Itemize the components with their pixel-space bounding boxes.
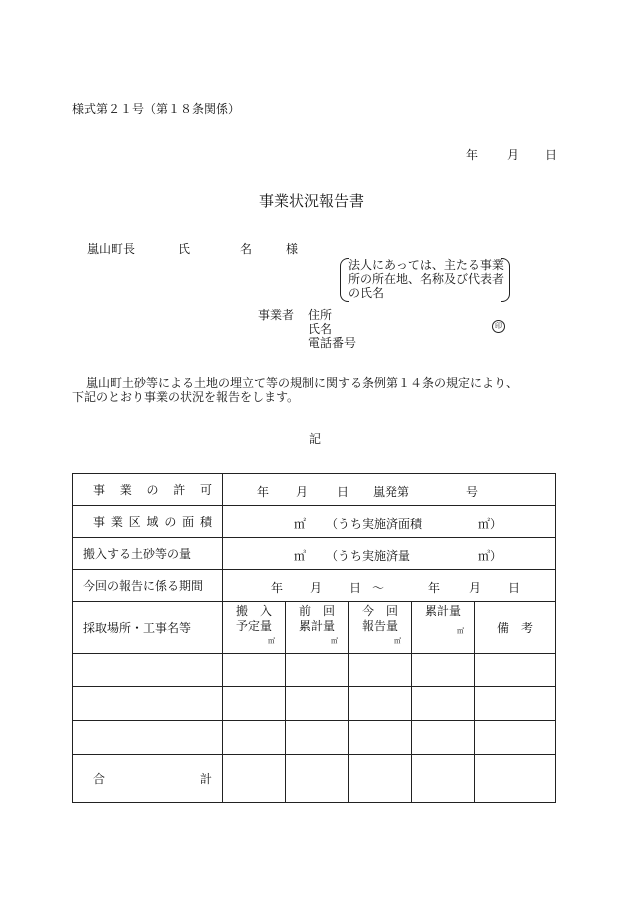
- body-text-line1: 嵐山町土砂等による土地の埋立て等の規制に関する条例第１４条の規定により、: [86, 376, 519, 390]
- header-remarks: 備 考: [475, 602, 556, 654]
- cell-cumulative[interactable]: [412, 654, 475, 687]
- corporate-note-text: 法人にあっては、主たる事業所の所在地、名称及び代表者の氏名: [348, 258, 505, 300]
- table-row: [73, 721, 556, 755]
- cell-location[interactable]: [73, 721, 223, 755]
- area-value[interactable]: ㎡ （うち実施済面積 ㎡）: [223, 506, 556, 538]
- cell-remarks[interactable]: [475, 721, 556, 755]
- document-title: 事業状況報告書: [259, 192, 365, 210]
- total-remarks[interactable]: [475, 755, 556, 803]
- total-row: [73, 755, 556, 803]
- corporate-note: [340, 258, 510, 300]
- right-paren: [501, 258, 510, 302]
- operator-label: 事業者: [258, 308, 295, 322]
- cell-prev[interactable]: [286, 654, 349, 687]
- addressee-org: 嵐山町長: [87, 242, 136, 256]
- addressee-mei: 名: [240, 242, 253, 256]
- cell-current[interactable]: [349, 687, 412, 721]
- cell-current[interactable]: [349, 721, 412, 755]
- cell-cumulative[interactable]: [412, 721, 475, 755]
- body-text-line2: 下記のとおり事業の状況を報告をします。: [72, 390, 300, 404]
- cell-prev[interactable]: [286, 687, 349, 721]
- cell-planned[interactable]: [223, 687, 286, 721]
- cell-cumulative[interactable]: [412, 687, 475, 721]
- period-row: [73, 570, 556, 602]
- operator-address-label: 住所: [308, 308, 333, 322]
- seal-icon: 印: [492, 320, 505, 333]
- cell-planned[interactable]: [223, 654, 286, 687]
- addressee-shi: 氏: [178, 242, 191, 256]
- permit-value[interactable]: 年 月 日 嵐発第 号: [223, 474, 556, 506]
- area-label: 事 業 区 域 の 面 積: [73, 506, 223, 538]
- total-label: 合 計: [73, 755, 223, 803]
- period-value[interactable]: 年 月 日 ～ 年 月 日: [223, 570, 556, 602]
- header-current: 今 回 報告量 ㎥: [349, 602, 412, 654]
- form-number: 様式第２１号（第１８条関係）: [72, 102, 241, 116]
- period-label: 今回の報告に係る期間: [73, 570, 223, 602]
- header-location: 採取場所・工事名等: [73, 602, 223, 654]
- date-year: 年: [466, 148, 479, 162]
- addressee-sama: 様: [286, 242, 299, 256]
- cell-prev[interactable]: [286, 721, 349, 755]
- cell-location[interactable]: [73, 654, 223, 687]
- cell-planned[interactable]: [223, 721, 286, 755]
- permit-row: [73, 474, 556, 506]
- volume-label: 搬入する土砂等の量: [73, 538, 223, 570]
- volume-value[interactable]: ㎥ （うち実施済量 ㎥）: [223, 538, 556, 570]
- cell-remarks[interactable]: [475, 654, 556, 687]
- table-row: [73, 687, 556, 721]
- header-cumulative: 累計量 ㎥: [412, 602, 475, 654]
- operator-phone-label: 電話番号: [308, 336, 357, 350]
- cell-location[interactable]: [73, 687, 223, 721]
- report-table: [72, 473, 556, 803]
- table-row: [73, 654, 556, 687]
- cell-remarks[interactable]: [475, 687, 556, 721]
- header-planned: 搬 入 予定量 ㎥: [223, 602, 286, 654]
- total-prev[interactable]: [286, 755, 349, 803]
- operator-name-label: 氏名: [308, 322, 333, 336]
- permit-label: 事 業 の 許 可: [73, 474, 223, 506]
- column-header-row: [73, 602, 556, 654]
- header-prev-total: 前 回 累計量 ㎥: [286, 602, 349, 654]
- cell-current[interactable]: [349, 654, 412, 687]
- total-cumulative[interactable]: [412, 755, 475, 803]
- total-current[interactable]: [349, 755, 412, 803]
- volume-row: [73, 538, 556, 570]
- date-month: 月: [507, 148, 520, 162]
- date-day: 日: [545, 148, 558, 162]
- area-row: [73, 506, 556, 538]
- total-planned[interactable]: [223, 755, 286, 803]
- ki-heading: 記: [309, 432, 322, 446]
